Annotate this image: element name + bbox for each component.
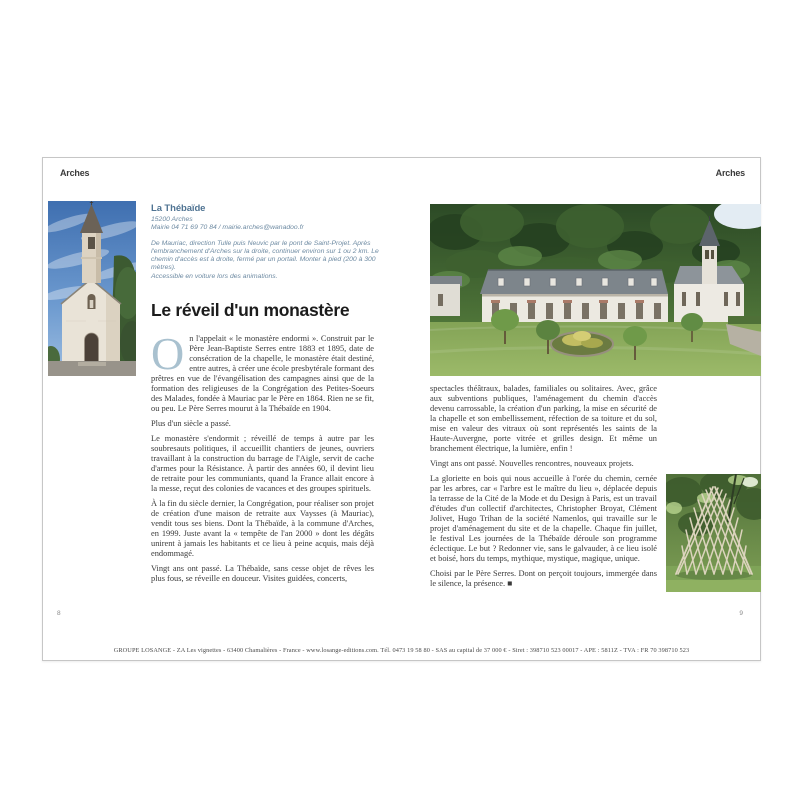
body-paragraph: Plus d'un siècle a passé. [151, 419, 231, 428]
gloriette-photo-illustration [666, 474, 761, 592]
article-column-left [151, 328, 374, 589]
place-accessibility: Accessible en voiture lors des animations. [151, 272, 278, 280]
practical-info-block [151, 203, 399, 281]
body-paragraph: À la fin du siècle dernier, la Congrégation, pour réaliser son projet de création d'une maison de retraite aux Vaysses (à Mauriac), vendit tous ses biens. Dont la Thébaïde, à la commune d'Arches, en 1999. Juste avant la « tempête de l'an 2000 » dont les dégâts unirent à jamais les habitants et ce lieu à peine acquis, mais déjà endommagé. [151, 499, 374, 558]
body-paragraph: Vingt ans ont passé. Nouvelles rencontres, nouveaux projets. [430, 459, 634, 468]
folio-left: 8 [57, 610, 61, 617]
place-name: La Thébaïde [151, 203, 206, 214]
body-paragraph [151, 328, 374, 414]
publisher-imprint: GROUPE LOSANGE - ZA Les vignettes - 63400 Chamalières - France - www.losange-editions.com. Tél. 0473 19 58 80 - SAS au capital de 37 000 € - Siret : 398710 523 00017 - APE : 5811Z - TVA : FR 70 398710 523 [113, 647, 690, 654]
church-photo-illustration [48, 201, 136, 376]
place-address: 15200 Arches [151, 216, 193, 223]
flowerbed [551, 331, 613, 356]
monastery-photo [430, 204, 761, 376]
body-paragraph: Le monastère s'endormit ; réveillé de temps à autre par les soubresauts politiques, il accueillit chantiers de jeunes, ouvriers travaillant à la construction du barrage de l'Aigle, servit de cache d'armes pour la Résistance. À partir des années 60, il devint lieu de retraite pour les communiants, quand la France allait encore à la messe, reçut des colonies de vacances et des groupes spirituels. [151, 434, 374, 493]
folio-right: 9 [739, 610, 743, 617]
article-column-right [430, 384, 657, 594]
body-text: n l'appelait « le monastère endormi ». Construit par le Père Jean-Baptiste Serres entre 1883 et 1895, date de consécration de la chapelle, le monastère était destiné, entre autres, à créer une école presbytérale formant des prêtres en vue de l'évangélisation des campagnes ainsi que de la formation des religieuses de la Congrégation des Petites-Soeurs des Malades, fondée à Mauriac par le Père en 1864. Rien ne se fit, ou peu. Le Père Serres mourut à la Thébaïde en 1904. [151, 334, 374, 413]
article-title: Le réveil d'un monastère [151, 300, 350, 320]
place-contact: Mairie 04 71 69 70 84 / mairie.arches@wanadoo.fr [151, 224, 304, 232]
page-spread [42, 157, 761, 661]
running-head-right: Arches [715, 168, 745, 178]
running-head-left: Arches [60, 168, 90, 178]
drop-cap: O [151, 328, 185, 379]
body-paragraph: La gloriette en bois qui nous accueille à l'orée du chemin, cernée par les arbres, car « l'arbre est le maître du lieu », déplacée depuis la terrasse de la Cité de la Mode et du Design à Paris, est un travail d'études d'un collectif d'architectes, Christopher Broyat, Clément Jolivet, Hugo Trihan de la société Namenlos, qui travaille sur le projet d'aménagement du site et de la chapelle. Chaque fin juillet, le festival Les journées de la Thébaïde déroule son programme éclectique. Le but ? Redonner vie, sans le galvauder, à ce lieu isolé et boisé, hors du temps, mythique, mystique, magique, unique. [430, 474, 657, 563]
body-paragraph: Choisi par le Père Serres. Dont on perçoit toujours, immergée dans le silence, la présence. ■ [430, 569, 657, 588]
left-wing-building [430, 276, 462, 316]
body-paragraph: spectacles théâtraux, balades, familiales ou solitaires. Avec, grâce aux subventions publiques, l'aménagement du chemin d'accès devenu carrossable, la création d'un parking, la mise en sécurité de la chapelle et son embellissement, réfection de sa toiture et du sol, mise en valeur des vitraux où sont représentés les saints de la Haute-Auvergne, porte vitrée et grilles design. Et même un branchement électrique, la lumière, enfin ! [430, 384, 657, 453]
church-photo [48, 201, 136, 376]
body-paragraph: Vingt ans ont passé. La Thébaïde, sans cesse objet de rêves les plus fous, se réveille en douceur. Visites guidées, concerts, [151, 564, 374, 583]
gloriette-photo [666, 474, 761, 592]
monastery-photo-illustration [430, 204, 761, 376]
place-directions: De Mauriac, direction Tulle puis Neuvic par le pont de Saint-Projet. Après l'embranchement d'Arches sur la droite, continuer environ sur 1 ou 2 km. Le chemin d'accès est à droite, fermé par un portail. Monter à pied (200 à 300 mètres). [151, 239, 379, 272]
